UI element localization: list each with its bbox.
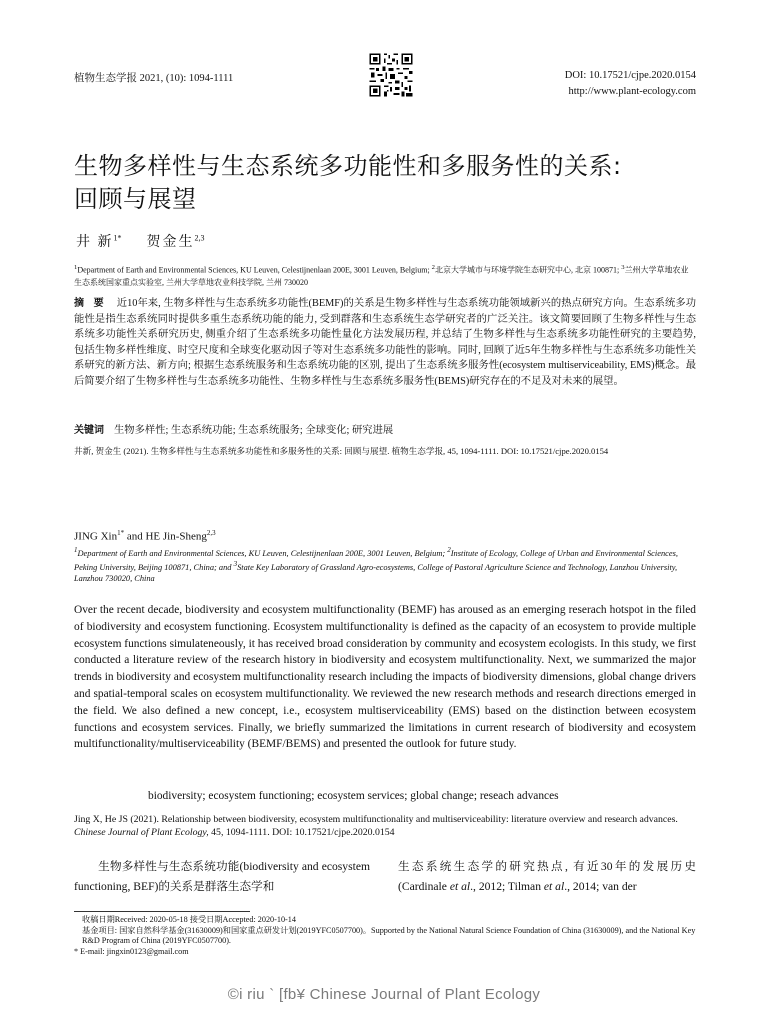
keywords-en: biodiversity; ecosystem functioning; ecosystem services; global change; reseach advances xyxy=(148,790,559,802)
citation-en-journal: Chinese Journal of Plant Ecology, xyxy=(74,826,209,838)
author-1-en: JING Xin xyxy=(74,530,118,543)
affil-sup-3: 3 xyxy=(621,264,625,271)
body-column-2 xyxy=(398,857,696,897)
affil-en-3: State Key Laboratory of Grassland Agro-ecosystems, College of Pastoral Agriculture Science and Technology, Lanzhou University, Lanzhou 730020, China xyxy=(74,563,678,583)
body-col2-etal-1: et al xyxy=(449,880,471,893)
authors-cn xyxy=(76,231,205,251)
affil-3: 兰州大学草地农业生态系统国家重点实验室, 兰州大学草地农业科技学院, 兰州 730020 xyxy=(74,265,689,287)
keywords-label-cn: 关键词 xyxy=(74,425,104,436)
body-col2-etal-2: et al xyxy=(543,880,565,893)
citation-en-doi: 45, 1094-1111. DOI: 10.17521/cjpe.2020.0154 xyxy=(208,826,395,838)
affil-en-2: Institute of Ecology, College of Urban and Environmental Sciences, Peking University, Beijing 100871, China; and xyxy=(74,548,678,573)
doi-header: DOI: 10.17521/cjpe.2020.0154 xyxy=(564,70,696,81)
affiliations-cn xyxy=(74,262,696,289)
authors-en xyxy=(74,529,216,543)
affil-en-sup-1: 1 xyxy=(74,546,78,554)
body-column-1 xyxy=(74,857,370,897)
affiliations-en xyxy=(74,545,696,584)
affil-sup-1: 1 xyxy=(74,264,78,271)
title-line-1: 生物多样性与生态系统多功能性和多服务性的关系: xyxy=(74,152,622,180)
footnote-dates: 收稿日期Received: 2020-05-18 接受日期Accepted: 2020-10-14 xyxy=(82,915,296,924)
author-and: and xyxy=(124,530,146,543)
author-1-cn: 井 新 xyxy=(76,235,114,250)
author-2-cn: 贺金生 xyxy=(146,235,195,250)
qr-code-icon xyxy=(368,52,414,98)
author-2-en: HE Jin-Sheng xyxy=(145,530,207,543)
footnote-divider xyxy=(74,911,250,912)
keywords-cn xyxy=(74,421,696,436)
abstract-cn xyxy=(74,296,696,390)
author-2-sup: 2,3 xyxy=(194,233,205,243)
affil-2: 北京大学城市与环境学院生态研究中心, 北京 100871; xyxy=(435,265,622,275)
body-col1-text: 生物多样性与生态系统功能(biodiversity and ecosystem functioning, BEF)的关系是群落生态学和 xyxy=(74,860,370,893)
citation-cn: 井新, 贺金生 (2021). 生物多样性与生态系统多功能性和多服务性的关系: 回顾与展望. 植物生态学报, 45, 1094-1111. DOI: 10.17521/cjpe.2020.0154 xyxy=(74,446,609,456)
abstract-en: Over the recent decade, biodiversity and ecosystem multifunctionality (BEMF) has aroused as an emerging reserach hotspot in the filed of biodiversity and ecosystem functioning. Ecosystem multifunctionality is defined as the capacity of an ecosystem to provide multiple ecosystem functions simulateneously, it has received broad consideration by community and ecosystem ecologists. In this study, we first conducted a literature review of the research history in biodiversity and ecosystem multifunctionality. Next, we summarized the major trends in biodiversity and ecosystem multifunctionality research including the impacts of biodiversity dimensions, global change drivers and spatial-temporal scales on ecosystem multifunctionality. We reviewed the new research methods and research directions emerged in the field. We also defined a new concept, i.e., ecosystem multiserviceability (EMS) based on the distinction between ecosystem functions and ecosystem services. Finally, we briefly summarized the limitations in current research of biodiversity and ecosystem multifunctionality/multiserviceability (BEMF/BEMS) and presented the outlook for future study. xyxy=(74,604,696,751)
citation-en-text: Jing X, He JS (2021). Relationship between biodiversity, ecosystem multifunctionality and multiserviceability: literature overview and research advances. xyxy=(74,814,678,825)
footnote-email: * E-mail: jingxin0123@gmail.com xyxy=(74,946,189,956)
abstract-label-cn: 摘 要 xyxy=(74,298,107,309)
article-title xyxy=(74,150,704,216)
title-line-2: 回顾与展望 xyxy=(74,185,197,213)
affil-en-sup-3: 3 xyxy=(233,560,238,569)
keywords-text-cn: 生物多样性; 生态系统功能; 生态系统服务; 全球变化; 研究进展 xyxy=(114,425,394,436)
abstract-text-cn: 近10年来, 生物多样性与生态系统多功能性(BEMF)的关系是生物多样性与生态系统功能领域新兴的热点研究方向。生态系统多功能性是指生态系统同时提供多重生态系统功能的能力, 受到群落和生态系统生态学研究者的广泛关注。该文简要回顾了生物多样性与生态系统多功能性关系研究历史, 侧重介绍了生态系统多功能性量化方法发展历程, 并总结了生物多样性与生态系统多功能性研究的主要趋势, 包括生物多样性维度、时空尺度和全球变化驱动因子等对生态系统多功能性的影响。同时, 回顾了近5年生物多样性与生态系统多功能性关系研究的新方法、新方向; 根据生态系统服务和生态系统功能的区别, 提出了生态系统多服务性(ecosystem multiserviceability, EMS)概念。最后简要介绍了生物多样性与生态系统多功能性、生物多样性与生态系统多服务性(BEMS)研究存在的不足及对未来的展望。 xyxy=(74,298,696,387)
affil-en-1: Department of Earth and Environmental Sciences, KU Leuven, Celestijnenlaan 200E, 3001 Leuven, Belgium; xyxy=(77,548,448,558)
author-1-sup: 1* xyxy=(113,233,122,243)
affil-en-sup-2: 2 xyxy=(447,546,451,554)
watermark: ©i riu ` [fb¥ Chinese Journal of Plant Ecology xyxy=(227,986,541,1003)
author-1-en-sup: 1* xyxy=(117,529,125,537)
journal-url[interactable]: http://www.plant-ecology.com xyxy=(568,86,696,97)
body-col2-c: ., 2014; van der xyxy=(564,880,637,893)
affil-1: Department of Earth and Environmental Sciences, KU Leuven, Celestijnenlaan 200E, 3001 Leuven, Belgium; xyxy=(77,265,432,275)
journal-header: 植物生态学报 2021, (10): 1094-1111 xyxy=(74,73,234,84)
body-col2-b: ., 2012; Tilman xyxy=(470,880,544,893)
author-2-en-sup: 2,3 xyxy=(206,529,216,537)
affil-sup-2: 2 xyxy=(431,264,435,271)
footnote-funding: 基金项目: 国家自然科学基金(31630009)和国家重点研发计划(2019YFC0507700)。Supported by the National Natural Science Foundation of China (31630009), and the National Key R&D Program of China (2019YFC0507700). xyxy=(82,925,696,946)
footnotes xyxy=(74,915,696,957)
body-col2-a: 生态系统生态学的研究热点, 有近30年的发展历史(Cardinale xyxy=(398,860,696,893)
citation-en xyxy=(74,814,696,839)
